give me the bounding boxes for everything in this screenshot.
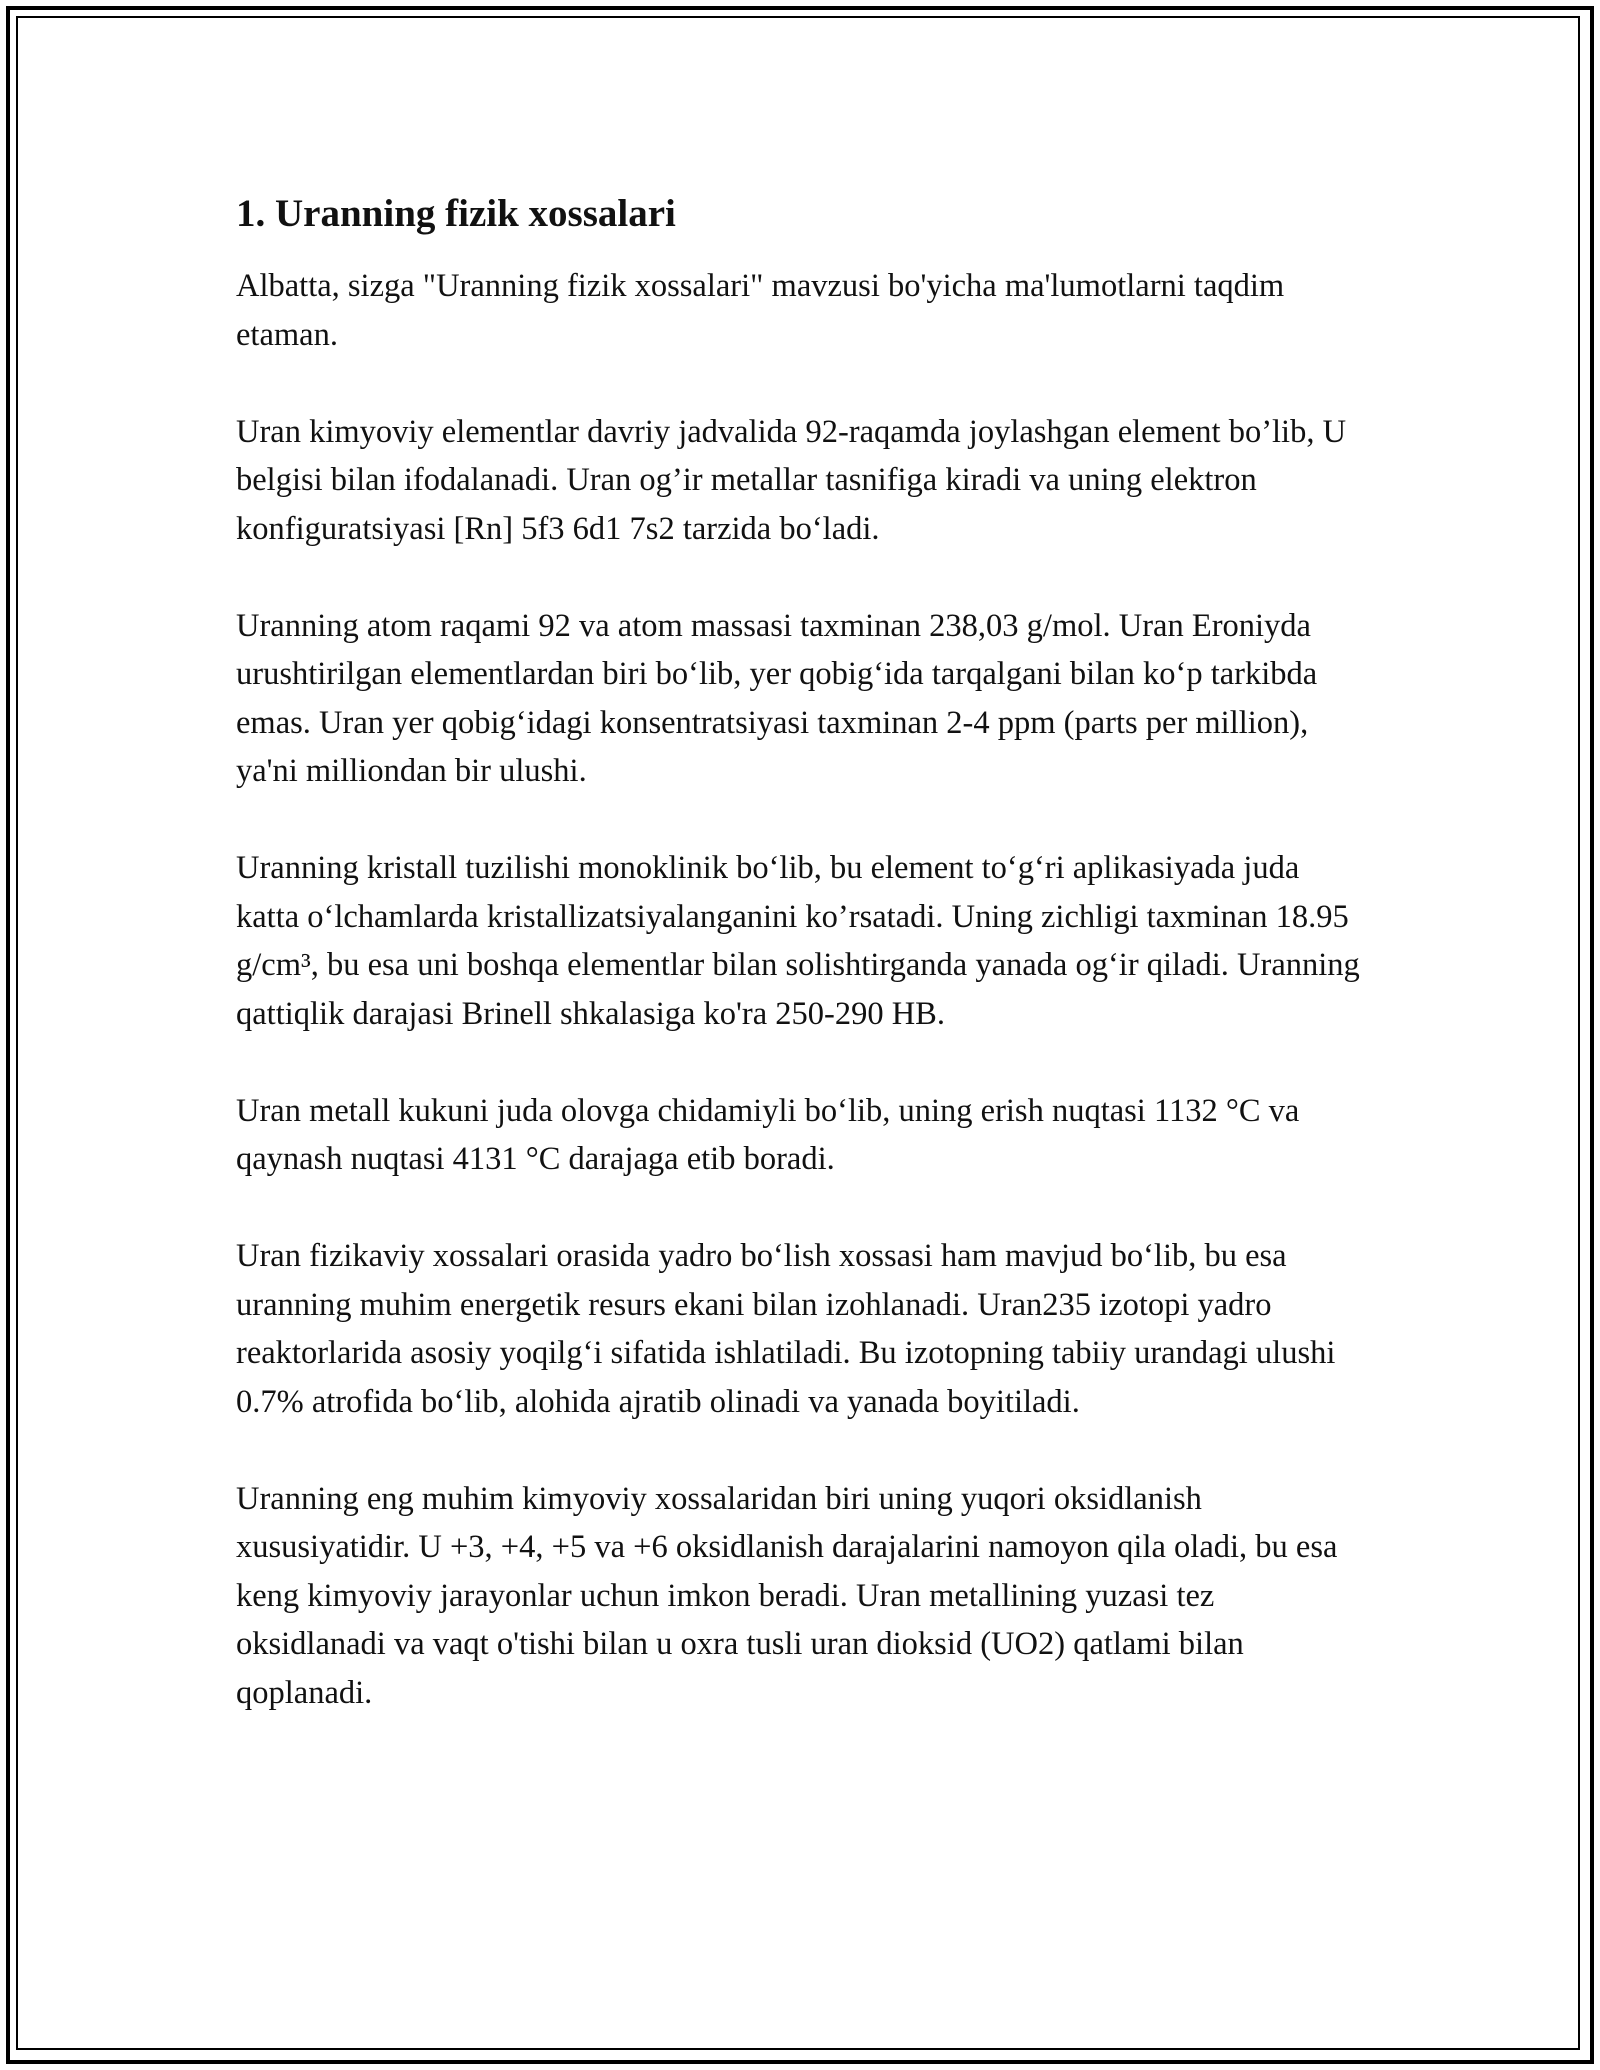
paragraph-melting-point: Uran metall kukuni juda olovga chidamiyli bo‘lib, uning erish nuqtasi 1132 °C va qaynash nuqtasi 4131 °C darajaga etib boradi. — [236, 1092, 1300, 1177]
document-body — [236, 186, 1366, 1717]
paragraph-crystal-structure: Uranning kristall tuzilishi monoklinik bo‘lib, bu element to‘g‘ri aplikasiyada juda katta o‘lchamlarda kristallizatsiyalanganini ko’rsatadi. Uning zichligi taxminan 18.95 g/cm³, bu esa uni boshqa elementlar bilan solishtirganda yanada og‘ir qiladi. Uranning qattiqlik darajasi Brinell shkalasiga ko'ra 250-290 HB. — [236, 850, 1360, 1032]
paragraph-element-position: Uran kimyoviy elementlar davriy jadvalida 92-raqamda joylashgan element bo’lib, U belgisi bilan ifodalanadi. Uran og’ir metallar tasnifiga kiradi va uning elektron konfiguratsiyasi [Rn] 5f3 6d1 7s2 tarzida bo‘ladi. — [236, 413, 1347, 547]
paragraph-nuclear-fission: Uran fizikaviy xossalari orasida yadro bo‘lish xossasi ham mavjud bo‘lib, bu esa uranning muhim energetik resurs ekani bilan izohlanadi. Uran235 izotopi yadro reaktorlarida asosiy yoqilg‘i sifatida ishlatiladi. Bu izotopning tabiiy urandagi ulushi 0.7% atrofida bo‘lib, alohida ajratib olinadi va yanada boyitiladi. — [236, 1238, 1336, 1420]
paragraph-oxidation: Uranning eng muhim kimyoviy xossalaridan biri uning yuqori oksidlanish xususiyatidir. U +3, +4, +5 va +6 oksidlanish darajalarini namoyon qila oladi, bu esa keng kimyoviy jarayonlar uchun imkon beradi. Uran metallining yuzasi tez oksidlanadi va vaqt o'tishi bilan u oxra tusli uran dioksid (UO2) qatlami bilan qoplanadi. — [236, 1480, 1338, 1711]
paragraph-intro: Albatta, sizga "Uranning fizik xossalari" mavzusi bo'yicha ma'lumotlarni taqdim etaman. — [236, 268, 1285, 353]
section-heading: 1. Uranning fizik xossalari — [236, 192, 676, 235]
paragraph-atomic-mass: Uranning atom raqami 92 va atom massasi taxminan 238,03 g/mol. Uran Eroniyda urushtirilgan elementlardan biri bo‘lib, yer qobig‘ida tarqalgani bilan ko‘p tarkibda emas. Uran yer qobig‘idagi konsentratsiyasi taxminan 2-4 ppm (parts per million), ya'ni milliondan bir ulushi. — [236, 607, 1318, 789]
